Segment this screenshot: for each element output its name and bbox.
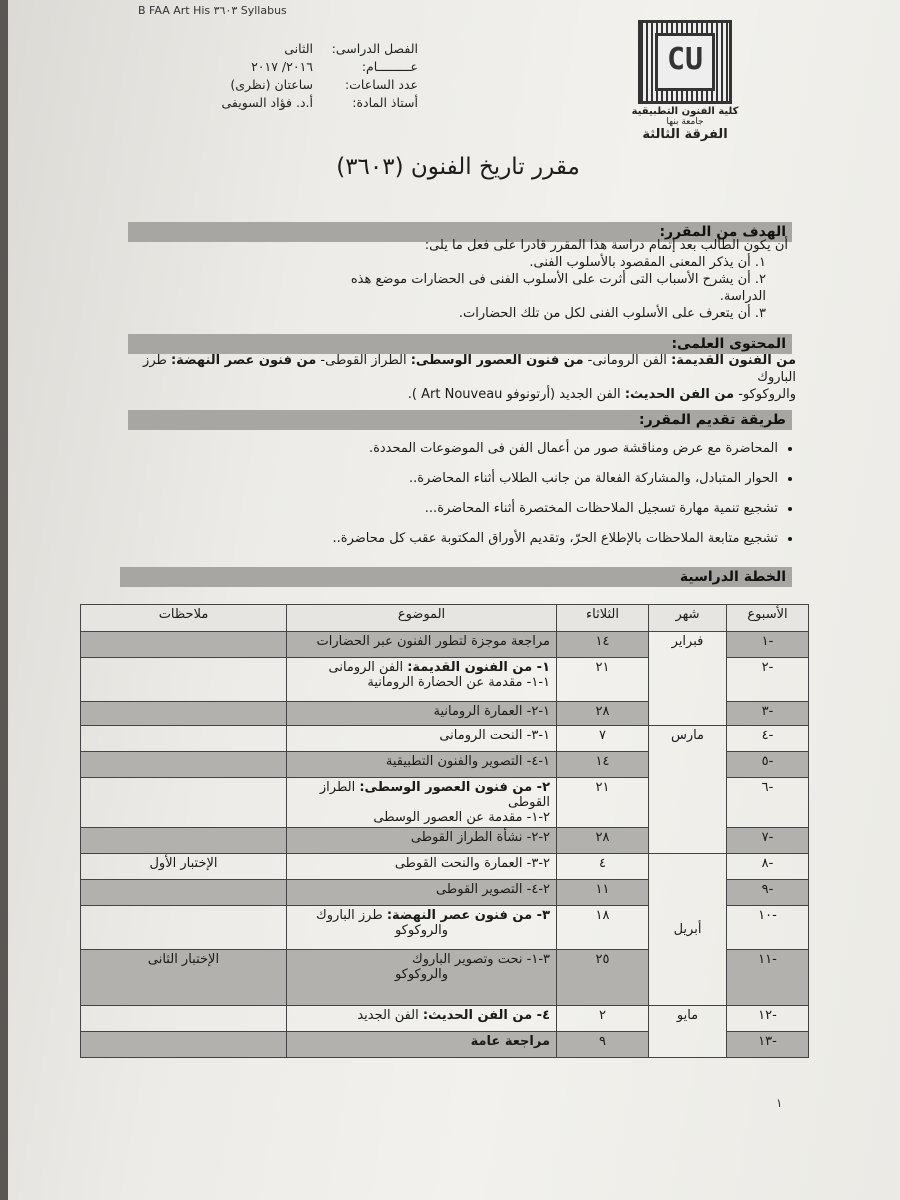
week-cell: -٤: [727, 726, 809, 752]
week-cell: -٢: [727, 658, 809, 702]
meta-value: أ.د. فؤاد السويفى: [221, 95, 313, 110]
meta-label: الفصل الدراسى:: [331, 41, 418, 56]
day-cell: ٢١: [557, 658, 649, 702]
week-cell: -١٠: [727, 906, 809, 950]
plan-heading: الخطة الدراسية: [120, 567, 792, 587]
objectives-heading: الهدف من المقرر:: [128, 222, 792, 242]
notes-cell: [81, 778, 287, 828]
faculty-logo: [630, 20, 740, 142]
day-cell: ٢٨: [557, 828, 649, 854]
objective-item: ٣. أن يتعرف على الأسلوب الفنى لكل من تلك الحضارات.: [458, 306, 766, 321]
topic-cell: ٣-١- نحت وتصوير الباروك والروكوكو: [287, 950, 557, 1006]
day-cell: ٢: [557, 1006, 649, 1032]
meta-value: ساعتان (نظرى): [230, 77, 313, 92]
day-cell: ٢١: [557, 778, 649, 828]
week-cell: -١٢: [727, 1006, 809, 1032]
logo-mark: CU: [638, 20, 732, 104]
month-cell: مارس: [649, 726, 727, 854]
table-row: [81, 854, 809, 880]
week-cell: -١١: [727, 950, 809, 1006]
topic-cell: مراجعة عامة: [287, 1032, 557, 1058]
meta-value: ٢٠١٦/ ٢٠١٧: [251, 59, 313, 74]
university-name: جامعة بنها: [666, 117, 704, 127]
week-cell: -٨: [727, 854, 809, 880]
topic-cell: ٢- من فنون العصور الوسطى: الطراز القوطى ٢-١- مقدمة عن العصور الوسطى: [287, 778, 557, 828]
page-number: ١: [776, 1096, 783, 1110]
method-list: [258, 440, 796, 560]
day-cell: ١١: [557, 880, 649, 906]
notes-cell: الإختبار الأول: [81, 854, 287, 880]
method-item: • تشجيع تنمية مهارة تسجيل الملاحظات المختصرة أثناء المحاضرة...: [258, 500, 778, 517]
method-heading: طريقة تقديم المقرر:: [128, 410, 792, 430]
week-cell: -٦: [727, 778, 809, 828]
notes-cell: [81, 1006, 287, 1032]
week-cell: -٩: [727, 880, 809, 906]
notes-cell: الإختبار الثانى: [81, 950, 287, 1006]
topic-cell: ٢-٣- العمارة والنحت القوطى: [287, 854, 557, 880]
notes-cell: [81, 828, 287, 854]
week-cell: -٧: [727, 828, 809, 854]
objective-item: ١. أن يذكر المعنى المقصود بالأسلوب الفنى.: [529, 255, 766, 270]
meta-value: الثانى: [284, 41, 313, 56]
day-cell: ٧: [557, 726, 649, 752]
day-cell: ٢٨: [557, 702, 649, 726]
topic-cell: ١-٤- التصوير والفنون التطبيقية: [287, 752, 557, 778]
notes-cell: [81, 726, 287, 752]
content-heading: المحتوى العلمى:: [128, 334, 792, 354]
day-cell: ١٤: [557, 752, 649, 778]
objectives-text: [338, 237, 788, 322]
week-cell: -١: [727, 632, 809, 658]
week-cell: -١٣: [727, 1032, 809, 1058]
notes-cell: [81, 658, 287, 702]
meta-label: عدد الساعات:: [344, 77, 418, 92]
week-cell: -٣: [727, 702, 809, 726]
month-cell: أبريل: [649, 854, 727, 1006]
content-text: من الفنون القديمة: الفن الرومانى- من فنون العصور الوسطى: الطراز القوطى- من فنون عصر النهضة: طرز الباروك والروكوكو- من الفن الحديث: الفن الجديد (أرتونوفو Art Nouveau ).: [143, 353, 796, 402]
header-week: الأسبوع: [727, 605, 809, 632]
notes-cell: [81, 880, 287, 906]
course-meta: [188, 40, 418, 112]
topic-cell: مراجعة موجزة لتطور الفنون عبر الحضارات: [287, 632, 557, 658]
topic-cell: ٢-٢- نشأة الطراز القوطى: [287, 828, 557, 854]
table-row: [81, 1006, 809, 1032]
header-tuesday: الثلاثاء: [557, 605, 649, 632]
table-row: [81, 726, 809, 752]
topic-cell: ١- من الفنون القديمة: الفن الرومانى ١-١- مقدمة عن الحضارة الرومانية: [287, 658, 557, 702]
day-cell: ٩: [557, 1032, 649, 1058]
notes-cell: [81, 702, 287, 726]
table-row: [81, 632, 809, 658]
month-cell: فبراير: [649, 632, 727, 726]
method-item: • المحاضرة مع عرض ومناقشة صور من أعمال الفن فى الموضوعات المحددة.: [258, 440, 778, 457]
method-item: • الحوار المتبادل، والمشاركة الفعالة من جانب الطلاب أثناء المحاضرة..: [258, 470, 778, 487]
topic-cell: ٤- من الفن الحديث: الفن الجديد: [287, 1006, 557, 1032]
meta-label: عـــــــــام:: [361, 59, 418, 74]
notes-cell: [81, 906, 287, 950]
notes-cell: [81, 632, 287, 658]
notes-cell: [81, 1032, 287, 1058]
day-cell: ١٤: [557, 632, 649, 658]
header-month: شهر: [649, 605, 727, 632]
header-notes: ملاحظات: [81, 605, 287, 632]
topic-cell: ١-٢- العمارة الرومانية: [287, 702, 557, 726]
day-cell: ٢٥: [557, 950, 649, 1006]
day-cell: ١٨: [557, 906, 649, 950]
day-cell: ٤: [557, 854, 649, 880]
week-cell: -٥: [727, 752, 809, 778]
header-topic: الموضوع: [287, 605, 557, 632]
study-plan-table: [80, 604, 809, 1058]
topic-cell: ٣- من فنون عصر النهضة: طرز الباروك والروكوكو: [287, 906, 557, 950]
month-cell: مايو: [649, 1006, 727, 1058]
meta-label: أستاذ المادة:: [352, 95, 418, 110]
objective-item: ٢. أن يشرح الأسباب التى أثرت على الأسلوب الفنى فى الحضارات موضع هذه الدراسة.: [350, 272, 766, 304]
objectives-intro: أن يكون الطالب بعد إتمام دراسة هذا المقرر قادرا على فعل ما يلى:: [424, 238, 788, 253]
table-header-row: [81, 605, 809, 632]
year-level: الفرقة الثالثة: [642, 127, 728, 142]
page-title: مقرر تاريخ الفنون (٣٦٠٣): [336, 154, 580, 180]
notes-cell: [81, 752, 287, 778]
topic-cell: ١-٣- النحت الرومانى: [287, 726, 557, 752]
method-item: • تشجيع متابعة الملاحظات بالإطلاع الحرّ، وتقديم الأوراق المكتوبة عقب كل محاضرة..: [258, 530, 778, 547]
faculty-name: كلية الفنون التطبيقية: [631, 106, 739, 117]
header-code: B FAA Art His ٣٦٠٣ Syllabus: [138, 4, 287, 17]
topic-cell: ٢-٤- التصوير القوطى: [287, 880, 557, 906]
